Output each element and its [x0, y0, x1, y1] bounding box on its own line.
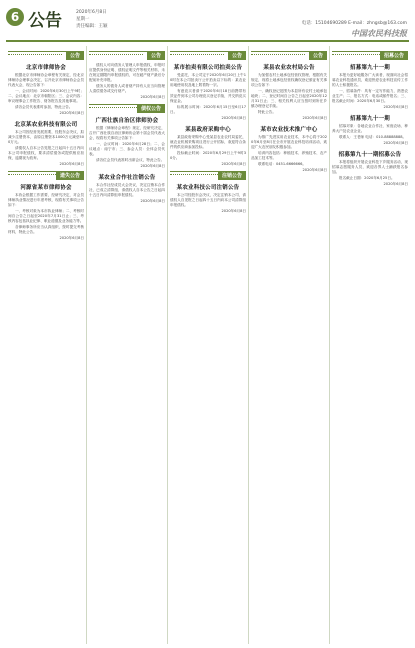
notice-body [89, 183, 165, 198]
notice-paragraph: 一、会议时间：2020年6月30日上午9时；二、会议地点：北京市朝阳区；三、会议内容：审议理事会工作报告、财务报告及其他事项。 [8, 89, 84, 103]
notice-paragraph: 请各会员代表准时参加，特此公告。 [15, 105, 73, 109]
notice-date: 2020年6月8日 [383, 105, 408, 109]
notice-body [251, 135, 327, 167]
notice-paragraph: 债务人的债务人或者财产持有人应当向管理人清偿债务或交付财产。 [89, 84, 165, 93]
column-2 [89, 48, 165, 208]
category-label: 招募公告 [380, 52, 408, 60]
category-rule [170, 174, 224, 175]
notice-date: 2020年6月8日 [221, 209, 246, 213]
page-number: 6 [6, 8, 24, 26]
category-bar [89, 104, 165, 113]
notice-paragraph: 本公司因经营发展需要，经股东会决议，拟减少注册资本，由原注册资本1000万元减至500万元。 [8, 130, 84, 144]
notice-body [332, 73, 408, 104]
notice-paragraph: 培训内容包括：种植技术、养殖技术、农产品加工技术等。 [251, 151, 327, 160]
column-divider [248, 46, 249, 644]
notice-date: 2020年6月8日 [59, 162, 84, 166]
notice-body [8, 130, 84, 161]
category-rule [8, 54, 62, 55]
notice-date: 2020年6月8日 [140, 199, 165, 203]
notice-paragraph: 招募对象：各地农业合作社、家庭农场、种养大户及农业企业。 [332, 124, 408, 133]
category-label: 公告 [66, 52, 84, 60]
notice-paragraph: 某县政府采购中心受某县农业农村局委托，就农业机械采购项目进行公开招标，欢迎符合条件的供应商参加投标。 [170, 135, 246, 149]
notice-date: 2020年6月8日 [140, 164, 165, 168]
notice-paragraph: 受委托，本公司定于2020年6月20日上午10时在本公司拍卖厅公开拍卖以下标的：某农业用地使用权及地上附着物一宗。 [170, 73, 246, 87]
notice-item [170, 125, 246, 167]
notice-paragraph: 债权人可向债务人管理人申报债权，申报时应提供身份证明、债权证明文件等相关材料，未在规定期限内申报债权的，可在破产财产最后分配前补充申报。 [89, 63, 165, 82]
category-label: 公告 [309, 52, 327, 60]
notice-body [8, 73, 84, 110]
notice-title: 招募第九十一期招募公告 [338, 152, 402, 158]
notice-paragraph: 投标截止时间：2020年6月29日上午9时30分。 [170, 151, 246, 160]
notice-item [332, 150, 408, 187]
notice-body [89, 126, 165, 163]
header-weekday: 星期一 [76, 17, 90, 22]
section-title: 公告 [28, 11, 62, 31]
notice-title: 某市农业技术推广中心 [260, 127, 318, 133]
notice-item [8, 183, 84, 241]
category-bar [332, 51, 408, 60]
notice-item [170, 183, 246, 214]
notice-paragraph: 根据《律师协会章程》规定，经研究决定，召开广西壮族自治区律师协会第十届会员代表大会，现将有关事项公告如下： [89, 126, 165, 140]
category-label: 公告 [147, 52, 165, 60]
column-divider [329, 46, 330, 644]
category-bar [170, 51, 246, 60]
notice-date: 2020年6月8日 [140, 95, 165, 99]
notice-body [170, 193, 246, 208]
category-bar [89, 51, 165, 60]
notice-paragraph: 报名截止日期：2020年6月25日。 [339, 176, 395, 180]
notice-paragraph: 有意竞买者请于2020年6月18日前携带有效证件到本公司办理竞买登记手续，并交纳竞买保证金。 [170, 89, 246, 103]
page-header [0, 0, 415, 50]
notice-paragraph: 为加强农村土地承包经营权管理，根据有关规定，现将土地承包经营权确权登记颁证有关事项公告如下： [251, 73, 327, 87]
notice-body [251, 73, 327, 115]
category-bar [170, 171, 246, 180]
notice-title: 广西壮族自治区律师协会 [95, 118, 159, 124]
header-editor: 责任编辑：王颖 [76, 24, 108, 29]
notice-paragraph: 特此公告。 [258, 110, 276, 114]
notice-item [332, 63, 408, 110]
header-divider [6, 40, 409, 42]
notice-date: 2020年6月8日 [383, 141, 408, 145]
notice-body [8, 193, 84, 235]
category-rule [170, 54, 224, 55]
category-label: 注销公告 [218, 172, 246, 180]
header-contact: 电话：15104690289 E-mail：zhngsb@163.com [301, 21, 407, 26]
column-divider [86, 46, 87, 644]
category-bar [8, 171, 84, 180]
notice-paragraph: 本报为更好地服务广大读者，现面向社会招募农业科技通讯员，欢迎热爱农业科技宣传工作的人士积极报名。 [332, 73, 408, 87]
notice-date: 2020年6月8日 [383, 182, 408, 186]
notice-paragraph: 本报将组织开展农业科技下乡服务活动，现招募志愿服务人员，欢迎各界人士踊跃报名参加。 [332, 160, 408, 174]
category-rule [332, 54, 386, 55]
notice-body [332, 160, 408, 181]
notice-date: 2020年6月8日 [302, 168, 327, 172]
notice-item [332, 114, 408, 146]
notice-date: 2020年6月8日 [221, 162, 246, 166]
notice-title: 北京某农业科技有限公司 [14, 122, 78, 128]
notice-paragraph: 本协会根据工作需要，经研究决定，对会员律师执业情况进行年度考核，现将有关事项公告如下： [8, 193, 84, 207]
header-meta [76, 9, 108, 30]
notice-paragraph: 根据北京市律师协会章程有关规定，经北京律师协会理事会决定，召开北京市律师协会会员代表大会，现公告如下： [8, 73, 84, 87]
category-rule [89, 107, 143, 108]
notice-paragraph: 请债权人自本公告见报之日起四十五日内向本公司申报债权，要求清偿债务或提供相应担保，逾期视为放弃。 [8, 146, 84, 160]
notice-title: 北京市律师协会 [26, 65, 66, 71]
notice-paragraph: 一、会议时间：2020年6月28日；二、会议地点：南宁市；三、参会人员：全体会员代表。 [89, 142, 165, 156]
notice-paragraph: 请各位会员代表准时出席会议，特此公告。 [96, 158, 165, 162]
notice-title: 某市拍卖有限公司拍卖公告 [173, 65, 243, 71]
category-bar [8, 51, 84, 60]
notice-paragraph: 本公司经股东会决议，决定注销本公司，请债权人自见报之日起四十五日内向本公司清算组申报债权。 [170, 193, 246, 207]
notice-date: 2020年6月8日 [59, 236, 84, 240]
notice-paragraph: 标的展示时间：2020年6月15日至6月17日。 [170, 105, 246, 114]
notice-paragraph: 一、确权登记范围为本县所有农村土地承包地块；二、登记时间自公告之日起至2020年12月31日止；三、相关权利人应当按时到所在乡镇办理登记手续。 [251, 89, 327, 108]
notice-body [332, 124, 408, 140]
notice-date: 2020年6月8日 [59, 111, 84, 115]
notice-date: 2020年6月8日 [221, 116, 246, 120]
column-3 [170, 48, 246, 218]
notice-paragraph: 一、考核对象为本市执业律师；二、考核时间自公告之日起至2020年7月31日止；三、考核内容包括执业纪律、职业道德及业务能力等。 [8, 209, 84, 223]
notice-paragraph: 一、招募条件：具有一定写作能力，熟悉农业生产；二、报名方式：电话或邮件报名；三、报名截止时间：2020年6月30日。 [332, 89, 408, 103]
category-bar [251, 51, 327, 60]
notice-title: 招募第九十一期 [350, 65, 390, 71]
notice-item [89, 173, 165, 204]
notice-paragraph: 为推广先进实用农业技术，本中心将于2020年6月至8月在全市开展农业科技培训活动，欢迎广大农民朋友积极参加。 [251, 135, 327, 149]
column-4 [251, 48, 327, 177]
notice-body [89, 63, 165, 94]
notice-title: 某县农业农村局公告 [263, 65, 315, 71]
notice-item [251, 125, 327, 173]
notice-item [8, 63, 84, 116]
notice-title: 河源省某市律师协会 [20, 185, 72, 191]
notice-item [251, 63, 327, 121]
category-rule [89, 54, 143, 55]
category-label: 公告 [228, 52, 246, 60]
notice-paragraph: 各律师事务所应当认真组织，按时提交考核材料，特此公告。 [8, 225, 84, 234]
notice-paragraph: 本合作社经成员大会决议，决定注销本合作社，已成立清算组，请债权人自本公告之日起四十五日内向清算组申报债权。 [89, 183, 165, 197]
newspaper-logo: 中国农民科技报 [351, 28, 407, 38]
notice-body [170, 73, 246, 115]
notice-title: 某县政府采购中心 [185, 127, 231, 133]
category-label: 债权公告 [137, 105, 165, 113]
notice-item [8, 120, 84, 167]
notice-item [89, 63, 165, 100]
notice-title: 某农业合作社注销公告 [98, 175, 156, 181]
notice-date: 2020年6月8日 [302, 116, 327, 120]
notice-item [89, 116, 165, 169]
column-1 [8, 48, 84, 245]
header-date: 2020年6月8日 [76, 10, 107, 15]
category-rule [8, 174, 62, 175]
column-5 [332, 48, 408, 191]
category-rule [251, 54, 305, 55]
notice-item [170, 63, 246, 121]
category-label: 遗失公告 [56, 172, 84, 180]
column-divider [167, 46, 168, 644]
notice-body [170, 135, 246, 161]
notice-paragraph: 联系人：王老师 电话：010-88888888。 [339, 135, 407, 139]
notice-title: 某农业科技公司注销公告 [176, 185, 240, 191]
notice-paragraph: 联系电话：0451-6666666。 [258, 162, 307, 166]
notice-title: 招募第九十一期 [350, 116, 390, 122]
